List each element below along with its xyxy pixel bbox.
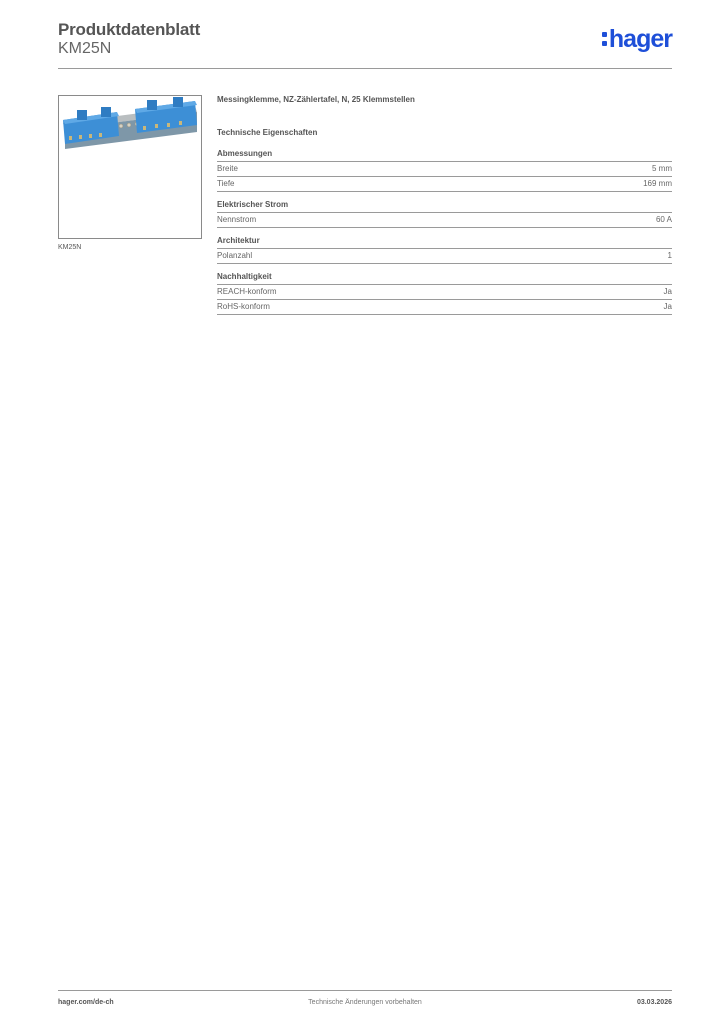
spec-label: Breite	[217, 164, 238, 173]
product-details	[217, 95, 672, 323]
spec-value: Ja	[663, 287, 672, 296]
logo-dots-icon	[602, 32, 607, 46]
product-image	[58, 95, 202, 239]
product-photo-icon	[59, 96, 201, 238]
spec-label: Nennstrom	[217, 215, 257, 224]
spec-value: 60 A	[655, 215, 672, 224]
spec-row	[217, 213, 672, 228]
section-title: Technische Eigenschaften	[217, 128, 318, 137]
group-dimensions	[217, 149, 672, 192]
footer-website[interactable]: hager.com/de-ch	[58, 999, 114, 1006]
spec-value: 169 mm	[643, 179, 672, 188]
page-footer	[58, 999, 672, 1011]
product-description: Messingklemme, NZ-Zählertafel, N, 25 Klemmstellen	[217, 95, 415, 104]
spec-value: 1	[667, 251, 672, 260]
spec-label: Polanzahl	[217, 251, 253, 260]
group-sustainability	[217, 272, 672, 315]
group-architecture	[217, 236, 672, 264]
group-electrical	[217, 200, 672, 228]
spec-row	[217, 162, 672, 177]
product-code: KM25N	[58, 40, 112, 57]
footer-date: 03.03.2026	[636, 999, 672, 1006]
footer-divider	[58, 990, 672, 991]
group-title: Nachhaltigkeit	[217, 272, 672, 285]
hager-logo	[602, 26, 672, 52]
spec-row	[217, 249, 672, 264]
spec-label: Tiefe	[217, 179, 235, 188]
spec-value: 5 mm	[652, 164, 672, 173]
image-caption: KM25N	[58, 244, 82, 251]
header-divider	[58, 68, 672, 69]
group-title: Architektur	[217, 236, 672, 249]
spec-row	[217, 177, 672, 192]
page-header	[58, 20, 672, 70]
group-title: Elektrischer Strom	[217, 200, 672, 213]
footer-note: Technische Änderungen vorbehalten	[308, 999, 422, 1006]
spec-label: REACH-konform	[217, 287, 277, 296]
spec-row	[217, 285, 672, 300]
spec-value: Ja	[663, 302, 672, 311]
spec-label: RoHS-konform	[217, 302, 270, 311]
spec-row	[217, 300, 672, 315]
logo-text: hager	[608, 25, 672, 53]
group-title: Abmessungen	[217, 149, 672, 162]
document-title: Produktdatenblatt	[58, 20, 201, 39]
